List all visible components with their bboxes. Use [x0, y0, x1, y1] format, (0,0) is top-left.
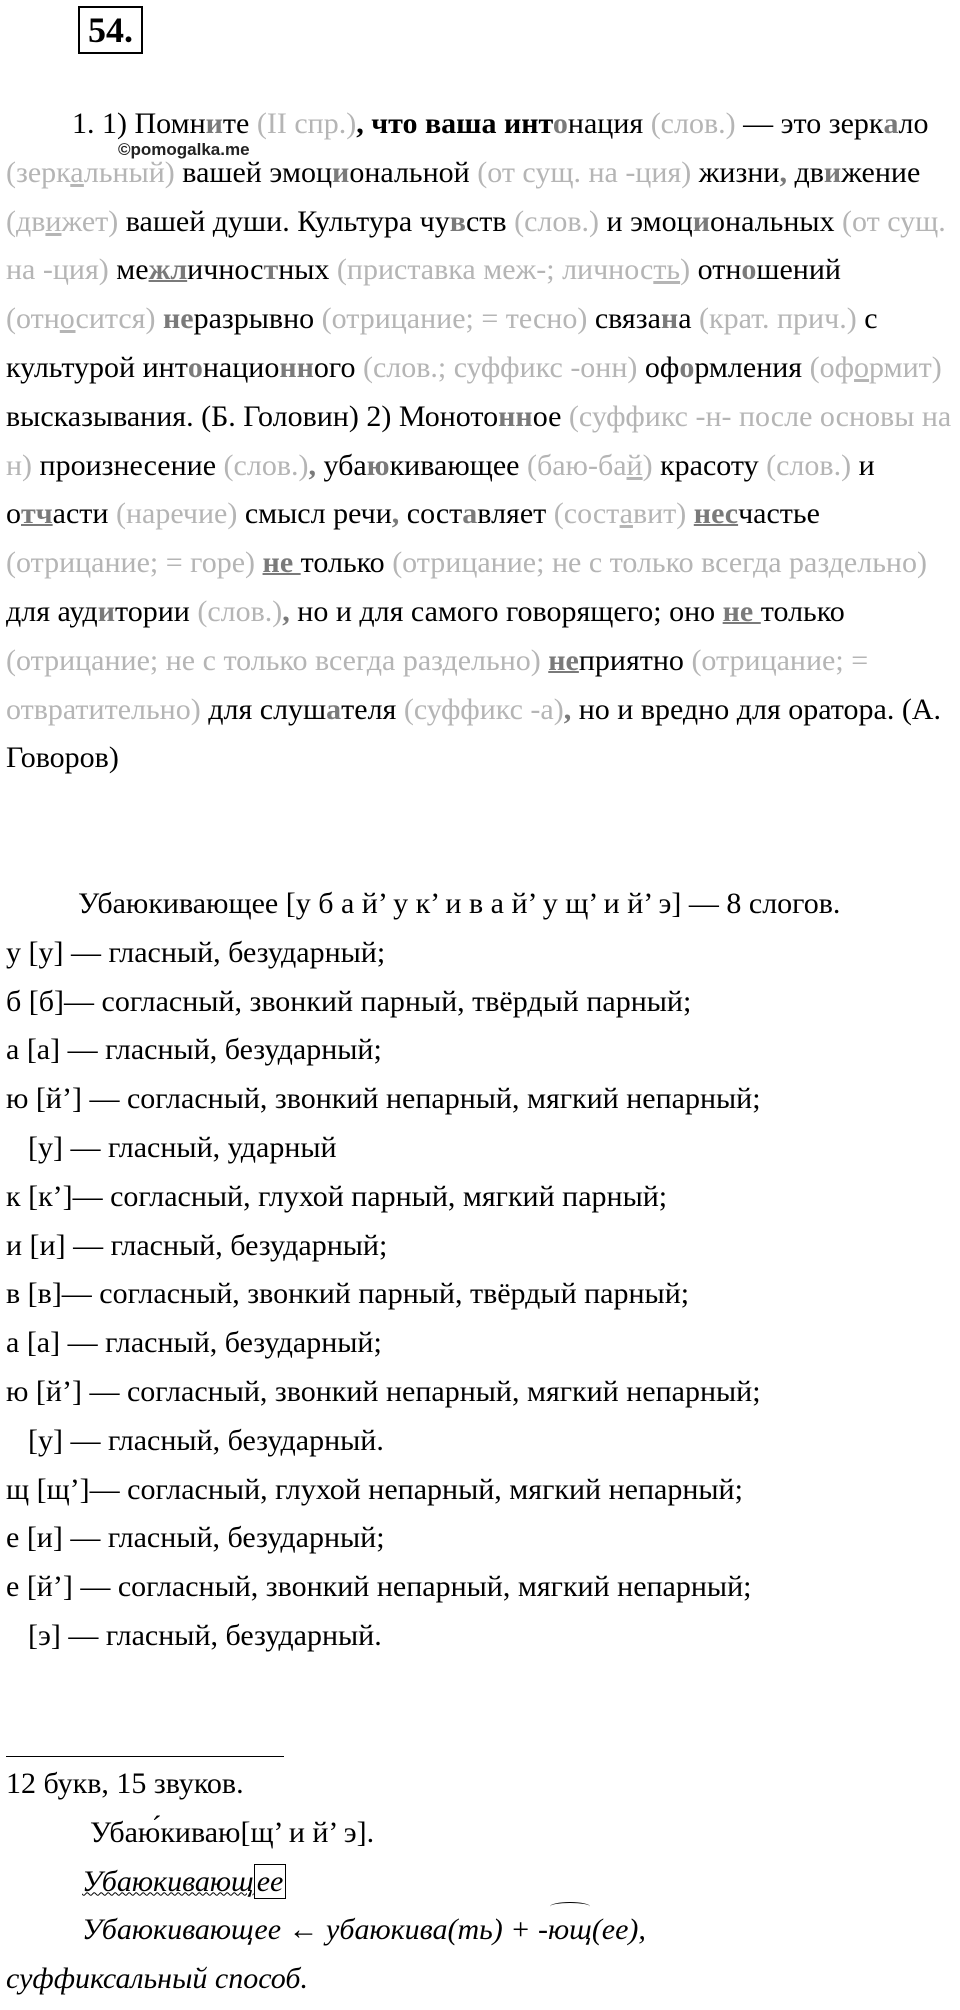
formation-method: суффиксальный способ. [6, 1962, 308, 1996]
ending-box: ее [254, 1864, 287, 1899]
root-stem: Убаюкивающ [82, 1864, 254, 1898]
phonetic-line: а [а] — гласный, безударный; [6, 1326, 382, 1360]
phonetic-line: е [и] — гласный, безударный; [6, 1521, 385, 1555]
phonetic-line: б [б]— согласный, звонкий парный, твёрдый парный; [6, 984, 692, 1018]
phonetic-line: к [к’]— согласный, глухой парный, мягкий парный; [6, 1179, 668, 1213]
phonetic-line: щ [щ’]— согласный, глухой непарный, мягкий непарный; [6, 1472, 743, 1506]
watermark: ©pomogalka.me [118, 140, 250, 159]
word-analysis [6, 1760, 646, 2004]
letter-sound-count: 12 букв, 15 звуков. [6, 1767, 244, 1800]
phonetic-line: а [а] — гласный, безударный; [6, 1033, 382, 1067]
phonetic-line: [у] — гласный, ударный [28, 1130, 337, 1164]
phonetic-line: е [й’] — согласный, звонкий непарный, мягкий непарный; [6, 1570, 752, 1604]
divider [6, 1756, 284, 1757]
suffix-arc: ющ [548, 1906, 592, 1955]
phonetic-line: [э] — гласный, безударный. [28, 1618, 382, 1652]
exercise-number: 54. [78, 6, 143, 54]
phonetic-line: ю [й’] — согласный, звонкий непарный, мягкий непарный; [6, 1374, 761, 1408]
phonetic-line: в [в]— согласный, звонкий парный, твёрдый парный; [6, 1277, 690, 1311]
phonetic-analysis [6, 880, 956, 1661]
word-formation: Убаюкивающее ← убаюкива(ть) + -ющ(ее), [6, 1906, 646, 1955]
phonetic-line: и [и] — гласный, безударный; [6, 1228, 388, 1262]
morphemic-analysis [6, 1858, 646, 1907]
exercise-text: 1. 1) Помните (II спр.), что ваша интонация (слов.) — это зеркало (зеркальный) вашей эмоциональной (от сущ. на -ция) жизни, движение (движет) вашей души. Культура чувств (слов.) и эмоциональных (от сущ. на -ция) межличностных (приставка меж-; личность) отношений (относится) неразрывно (отрицание; = тесно) связана (крат. прич.) с культурой интонационного (слов.; суффикс -онн) оформления (оформит) высказывания. (Б. Головин) 2) Монотонное (суффикс -н- после основы на н) произнесение (слов.), убаюкивающее (баю-бай) красоту (слов.) и отчасти (наречие) смысл речи, составляет (составит) несчастье (отрицание; = горе) не только (отрицание; не с только всегда раздельно) для аудитории (слов.), но и для самого говорящего; оно не только (отрицание; не с только всегда раздельно) неприятно (отрицание; = отвратительно) для слушателя (суффикс -а), но и вредно для оратора. (А. Говоров) [6, 107, 952, 775]
phonetic-line: ю [й’] — согласный, звонкий непарный, мягкий непарный; [6, 1082, 761, 1116]
transcription: Убаюкивающее [у б а й’ у к’ и в а й’ у щ’ и й’ э] — 8 слогов. [78, 887, 841, 920]
phonetic-line: у [у] — гласный, безударный; [6, 935, 386, 969]
stress-word: Убаю́киваю[щ’ и й’ э]. [90, 1815, 375, 1849]
phonetic-line: [у] — гласный, безударный. [28, 1423, 384, 1457]
